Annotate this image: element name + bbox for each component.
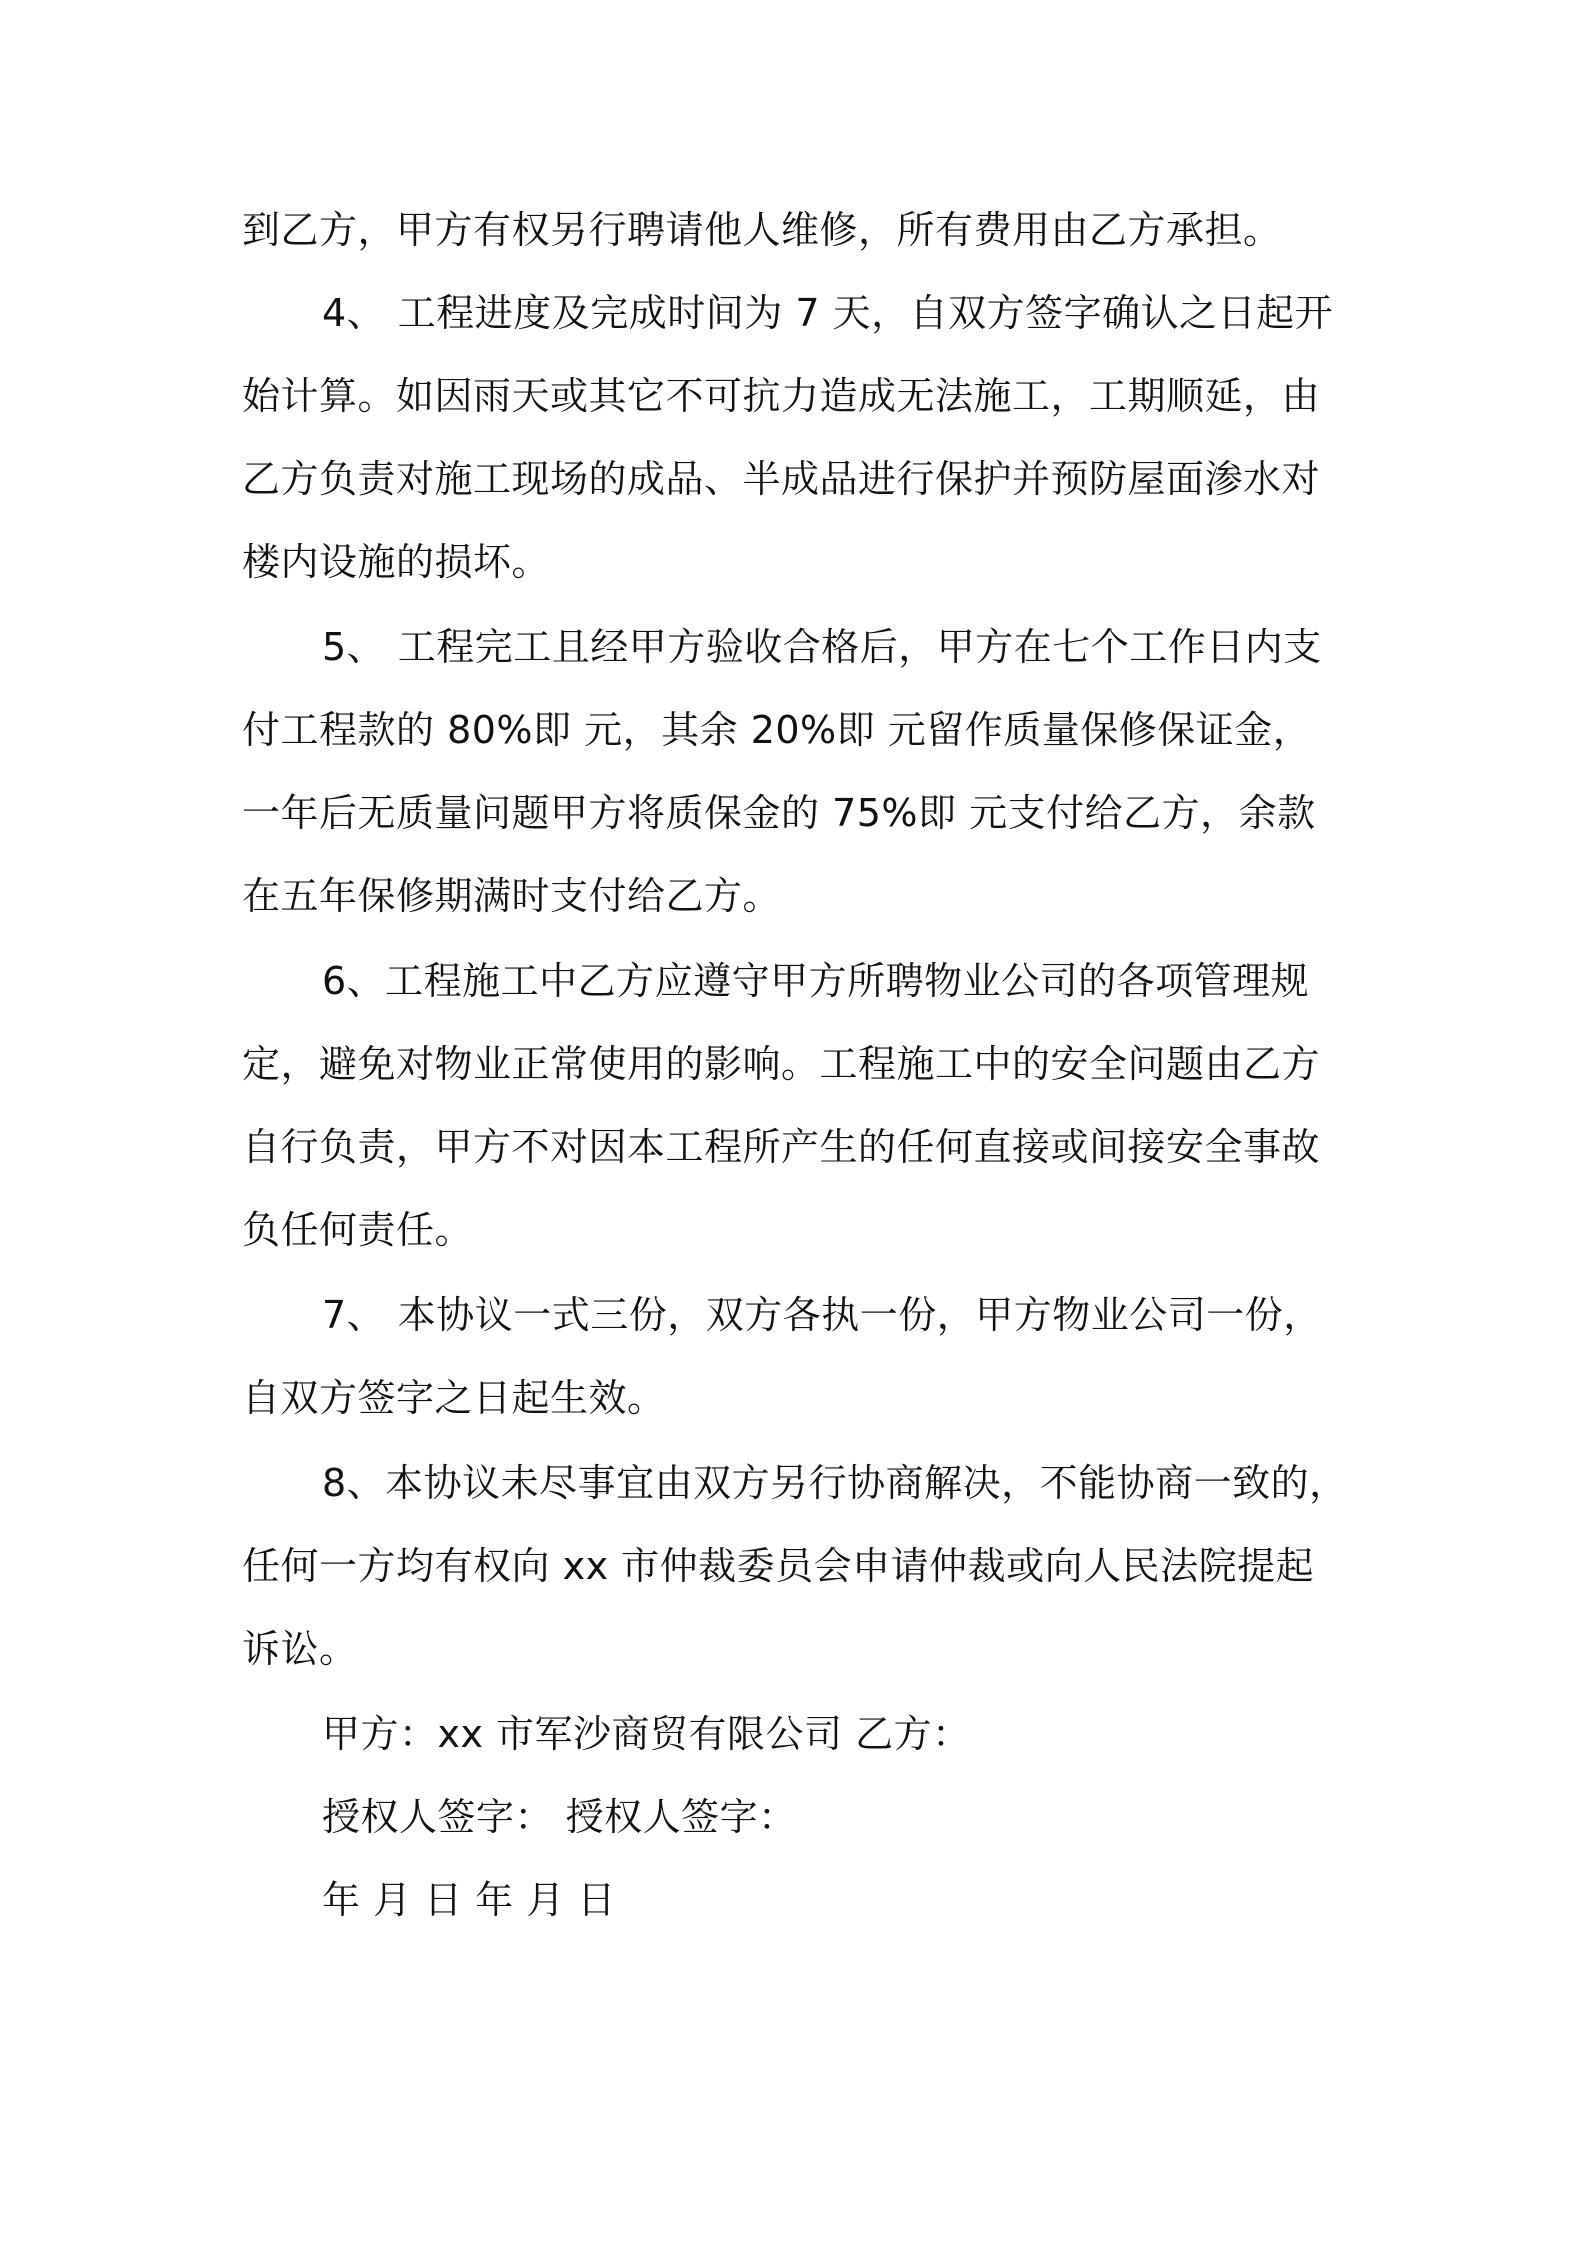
text-line: 到乙方，甲方有权另行聘请他人维修，所有费用由乙方承担。	[242, 208, 1282, 252]
clause-8-line: 8、本协议未尽事宜由双方另行协商解决，不能协商一致的，	[322, 1461, 1348, 1505]
text-line: 任何一方均有权向 xx 市仲裁委员会申请仲裁或向人民法院提起	[242, 1544, 1315, 1588]
text-line: 自双方签字之日起生效。	[242, 1376, 666, 1420]
text-line: 一年后无质量问题甲方将质保金的 75%即 元支付给乙方，余款	[242, 791, 1316, 835]
clause-4-line: 4、 工程进度及完成时间为 7 天，自双方签字确认之日起开	[322, 291, 1334, 335]
text-line: 楼内设施的损坏。	[242, 540, 551, 584]
date-line: 年 月 日 年 月 日	[322, 1878, 616, 1922]
text-line: 诉讼。	[242, 1627, 358, 1671]
signature-line: 授权人签字： 授权人签字：	[322, 1795, 797, 1839]
clause-7-line: 7、 本协议一式三份，双方各执一份，甲方物业公司一份，	[322, 1293, 1322, 1337]
text-line: 在五年保修期满时支付给乙方。	[242, 874, 782, 918]
party-line: 甲方：xx 市军沙商贸有限公司 乙方：	[322, 1712, 971, 1756]
text-line: 始计算。如因雨天或其它不可抗力造成无法施工，工期顺延，由	[242, 374, 1321, 418]
text-line: 自行负责，甲方不对因本工程所产生的任何直接或间接安全事故	[242, 1125, 1321, 1169]
text-line: 付工程款的 80%即 元，其余 20%即 元留作质量保修保证金，	[242, 708, 1312, 752]
clause-6-line: 6、工程施工中乙方应遵守甲方所聘物业公司的各项管理规	[322, 959, 1310, 1003]
text-line: 乙方负责对施工现场的成品、半成品进行保护并预防屋面渗水对	[242, 457, 1321, 501]
clause-5-line: 5、 工程完工且经甲方验收合格后，甲方在七个工作日内支	[322, 625, 1322, 669]
text-line: 定，避免对物业正常使用的影响。工程施工中的安全问题由乙方	[242, 1042, 1321, 1086]
text-line: 负任何责任。	[242, 1208, 474, 1252]
